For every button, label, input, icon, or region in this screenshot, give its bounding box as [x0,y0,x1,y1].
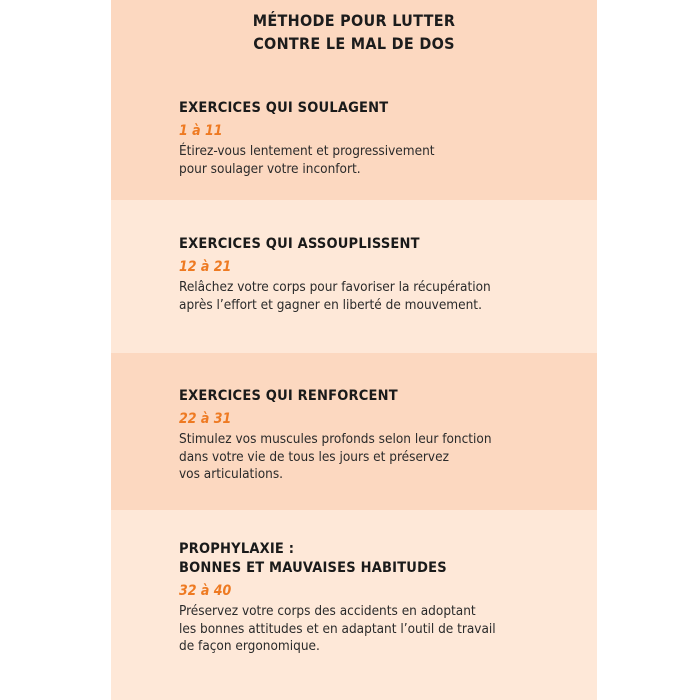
description-line: Relâchez votre corps pour favoriser la récupération [179,279,491,295]
exercise-range: 22 à 31 [179,411,232,427]
section-subtitle: BONNES ET MAUVAISES HABITUDES [179,560,447,576]
section-renforcent [179,387,589,484]
section-description [179,603,589,656]
exercise-range: 1 à 11 [179,123,223,139]
exercise-range: 12 à 21 [179,259,232,275]
exercise-range: 32 à 40 [179,583,232,599]
description-line: Stimulez vos muscules profonds selon leur fonction [179,431,492,447]
section-title: EXERCICES QUI RENFORCENT [179,388,398,404]
page-title-line-1: MÉTHODE POUR LUTTER [252,11,456,30]
section-description [179,143,589,178]
description-line: après l’effort et gagner en liberté de mouvement. [179,296,482,313]
page-title-line-2: CONTRE LE MAL DE DOS [253,34,455,53]
description-line: de façon ergonomique. [179,638,320,654]
section-soulagent [179,99,589,178]
section-title: EXERCICES QUI SOULAGENT [179,100,389,116]
description-line: Préservez votre corps des accidents en adoptant [179,603,476,619]
description-line: Étirez-vous lentement et progressivement [179,143,435,159]
section-assouplissent [179,235,589,314]
description-line: vos articulations. [179,466,284,482]
section-description [179,431,589,484]
section-description [179,279,589,314]
description-line: dans votre vie de tous les jours et préservez [179,448,449,465]
section-prophylaxie [179,540,589,656]
section-title: EXERCICES QUI ASSOUPLISSENT [179,236,420,252]
method-panel [111,0,597,700]
description-line: les bonnes attitudes et en adaptant l’outil de travail [179,620,496,637]
description-line: pour soulager votre inconfort. [179,160,361,177]
section-title: PROPHYLAXIE : [179,541,295,557]
page-title [111,9,597,55]
